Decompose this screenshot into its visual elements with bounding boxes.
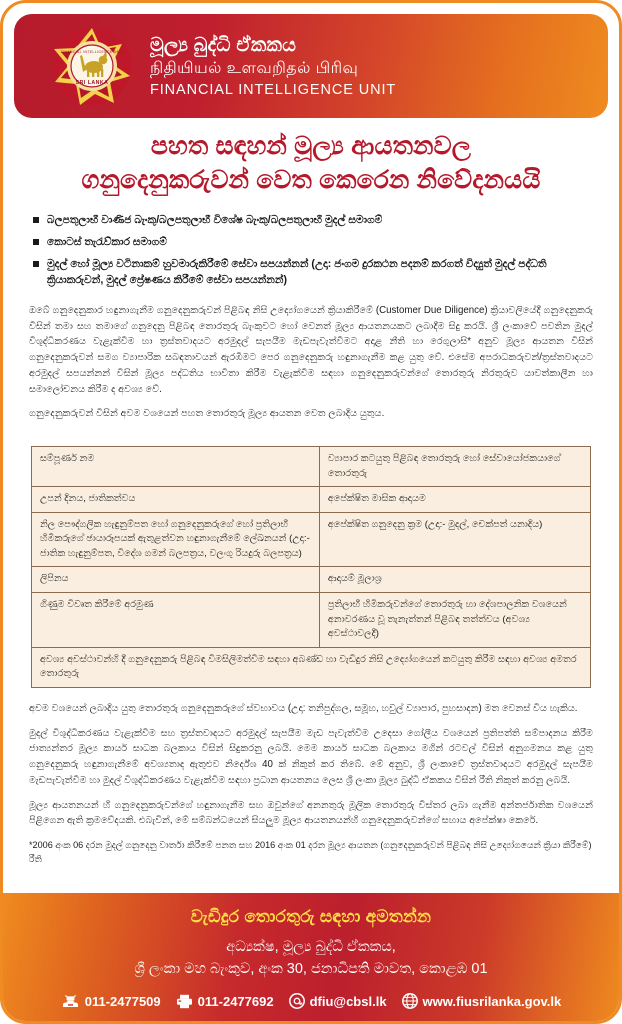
table-note-cell: අවශ්‍ය අවස්ථාවන්හි දී ගනුදෙනුකරු පිළිබඳ විමසිලිමත්වීම සඳහා අබණ්ඩ හා වැඩිදුර නිසි උද්‍යෝගයෙන් කටයුතු කිරීම සඳහා අවශ්‍ය අමතර තොරතුරු — [32, 647, 591, 687]
fiu-emblem-icon — [52, 26, 132, 106]
table-cell-left: උපන් දිනය, ජාතිකත්වය — [32, 487, 320, 513]
svg-text:FINANCIAL INTELLIGENCE UNIT: FINANCIAL INTELLIGENCE UNIT — [60, 50, 124, 54]
paragraph: අවම වශයෙන් ලබාදිය යුතු තොරතුරු ගනුදෙනුකරුගේ ස්වභාවය (උදා: තනිපුද්ගල, සමූහ, හවුල් ව්‍යාපාර, පුහසාදන) මත වෙනස් විය හැකිය. — [29, 703, 578, 714]
table-cell-right: අපේක්ෂිත ගනුදෙනු ක්‍රම (උදා:- මුදල්, චෙක්පත් යනාදිය) — [319, 512, 590, 567]
footer-address-line1: අධ්‍යක්ෂ, මූල්‍ය බුද්ධි ඒකකය, — [226, 939, 396, 955]
footer-heading: වැඩිදුර තොරතුරු සඳහා අමතන්න — [190, 907, 432, 926]
table-row — [32, 512, 591, 567]
contact-website[interactable] — [402, 993, 562, 1009]
table-cell-right: ප්‍රතිලාභී හිමිකරුවන්ගේ තොරතුරු හා දේශපාලනික වශයෙන් අනාවරණය වූ තැනැත්තන් පිළිබඳ තත්ත්වය (අවශ්‍ය අවස්ථාවලදී) — [319, 593, 590, 648]
institution-list — [33, 213, 595, 295]
header-banner — [14, 14, 608, 118]
table-cell-right: ආදායම් මූලාශ්‍ර — [319, 567, 590, 593]
footer-banner — [2, 893, 620, 1022]
contact-email-value: dfiu@cbsl.lk — [309, 993, 387, 1009]
contact-telephone[interactable] — [61, 994, 161, 1009]
globe-icon — [402, 993, 418, 1009]
header-title-english: FINANCIAL INTELLIGENCE UNIT — [150, 81, 397, 98]
table-cell-left: නිල පෞද්ගලික හැඳුනුම්පත හෝ ගනුදෙනුකරුගේ හෝ ප්‍රතිලාභී හිමිකරුගේ ඡායාරූපයක් ඇතුළත්වන හඳුනාගැනීමේ ලේඛනයන් (උදා:- ජාතික හැඳුනුම්පත, විදේශ ගමන් බලපත්‍රය, වලංගු රියදුරු බලපත්‍රය) — [32, 512, 320, 567]
list-item-label: කොටස් තැරැව්කාර සමාගම් — [47, 235, 167, 248]
contact-website-value: www.fiusrilanka.gov.lk — [422, 993, 562, 1009]
fax-icon — [176, 994, 193, 1009]
table-cell-left: සම්පූර්ණ නම — [32, 447, 320, 487]
square-bullet-icon — [33, 239, 47, 251]
telephone-icon — [61, 994, 80, 1009]
paragraph: මූල්‍ය ආයතනයන් හි ගනුදෙනුකරුවන්ගේ හඳුනාගැනීම සහ ඔවුන්ගේ අනනතුරු මූලික තොරතුරු විස්තර ලබා ගැනීම අන්තර්ජාතික වශයෙන් පිළිගෙන ඇති ක්‍රමවේදයකි. එබැවින්, මේ සම්බන්ධයෙන් සියලුම මූල්‍ය ආයතනයන්හි ගනුදෙනුකරුවන්ගේ සහාය අපේක්ෂා කෙරේ. — [29, 799, 593, 827]
list-item — [33, 257, 595, 289]
table-cell-left: ගිණුම විවෘත කිරීමේ අරමුණ — [32, 593, 320, 648]
contact-email[interactable] — [289, 993, 387, 1009]
contact-telephone-value: 011-2477509 — [84, 993, 161, 1009]
page-title-line1: පහත සඳහන් මූල්‍ය ආයතනවල — [150, 132, 472, 160]
table-cell-right: ව්‍යාපාර කටයුතු පිළිබඳ තොරතුරු හෝ සේවායෝජකයාගේ තොරතුරු — [319, 447, 590, 487]
required-information-table — [31, 446, 591, 688]
svg-text:SRI LANKA: SRI LANKA — [75, 80, 109, 86]
list-item — [33, 213, 595, 229]
table-cell-left: ලිපිනය — [32, 567, 320, 593]
closing-paragraphs — [29, 701, 593, 866]
header-title-sinhala: මූල්‍ය බුද්ධි ඒකකය — [150, 35, 297, 57]
email-icon — [289, 993, 305, 1009]
paragraph: ගනුදෙනුකරුවන් විසින් අවම වශයෙන් පහත තොරතුරු මූල්‍ය ආයතන වෙත ලබාදිය යුතුය. — [29, 408, 385, 420]
paragraph: මුදල් විශුද්ධිකරණය වැළැක්වීම සහ ත්‍රස්තවාදයට අරමුදල් සැපයීම මැඩ පැවැත්වීම උදෙසා ගෝලීය වශයෙන් ප්‍රතිපත්ති සම්පාදනය කිරීම ජාත්‍යන්තර මූල්‍ය කාර්ය සාධක බලකාය විසින් සිදුකරනු ලබයි. මෙම කාර්ය සාධක බලකාය මගින් රටවල් විසින් අනුගමනය කළ යුතු ගනුදෙනුකරු හඳුනාගැනීමේ අවශ්‍යතාද ඇතුළුව නිර්දේශ 40 ක් නිකුත් කර තිබේ. මේ අනුව, ශ්‍රී ලංකාවේ ත්‍රස්තවාදයට අරමුදල් සැපයීම මැඩපැවැත්වීම හා මුදල් විශුද්ධිකරණය වැළැක්වීම සඳහා ප්‍රධාන ආයතනය ලෙස ශ්‍රී ලංකා මූල්‍ය බුද්ධි ඒකකය විසින් රීති නිකුත් කරනු ලබයි. — [29, 727, 593, 786]
contact-fax-value: 011-2477692 — [197, 993, 274, 1009]
contact-row — [2, 993, 620, 1009]
intro-paragraphs — [29, 303, 593, 431]
table-note-row — [32, 647, 591, 687]
fiu-logo — [52, 26, 132, 106]
list-item — [33, 235, 595, 251]
legal-footnote: *2006 අංක 06 දරන මුදල් ගනුදෙනු වාර්තා කිරීමේ පනත සහ 2016 අංක 01 දරන මූල්‍ය ආයතන (ගනුදෙනුකරුවන් පිළිබඳ නිසි උද්‍යෝගයෙන් ක්‍රියා කිරීමේ) රීති — [29, 840, 592, 865]
header-title-tamil: நிதியியல் உளவறிதல் பிரிவு — [150, 60, 359, 78]
table-row — [32, 487, 591, 513]
square-bullet-icon — [33, 261, 47, 289]
table-row — [32, 447, 591, 487]
page-title-line2: ගනුදෙනුකරුවන් වෙත කෙරෙන නිවේදනයයි — [81, 166, 541, 194]
contact-fax[interactable] — [176, 994, 274, 1009]
footer-address-line2: ශ්‍රී ලංකා මහ බැංකුව, අංක 30, ජනාධිපති මාවත, කොළඹ 01 — [134, 961, 488, 978]
square-bullet-icon — [33, 217, 47, 229]
list-item-label: මුදල් හෝ මූල්‍ය වටිනාකම් හුවමාරුකිරීමේ සේවා සපයන්නන් (උදා: ජංගම දුරකථන පදනම් කරගත් විද්‍යුත් මුදල් පද්ධති ක්‍රියාකරුවන්, මුදල් ප්‍රේෂණය කිරීමේ සේවා සපයන්නන්) — [47, 257, 547, 286]
table-row — [32, 593, 591, 648]
table-row — [32, 567, 591, 593]
list-item-label: බලපතුලාභී වාණිජ බැංකු/බලපතුලාභී විශේෂ බැංකු/බලපතුලාභී මුදල් සමාගම් — [47, 214, 383, 226]
table-cell-right: අපේක්ෂිත මාසික ආදායම — [319, 487, 590, 513]
page-title — [27, 129, 595, 197]
paragraph: ඔබේ ගනුදෙනුකාර හඳුනාගැනීම ගනුදෙනුකරුවන් පිළිබඳ නිසි උද්‍යෝගයෙන් ක්‍රියාකිරීමේ (Customer Due Diligence) ක්‍රියාවලියේදී ගනුදෙනුකරු විසින් තමා සහ තමාගේ ගනුදෙනු පිළිබඳ තොරතුරු බැංකුවට හෝ වෙනත් මූල්‍ය ආයතනයකට ලබාදීම සිදු කරයි. ශ්‍රී ලංකාවේ පවතින මුදල් විශුද්ධිකරණය වැළැක්වීම හා ත්‍රස්තවාදයට අරමුදල් සැපයීම මැඩපැවැත්වීමට අදාළ නීති හා රෙගුලාසි* අනුව මූල්‍ය ආයතන විසින් ගනුදෙනුකරුවන් සමග ව්‍යාපාරික සබඳතාවයන් ඇරඹීමට පෙර ගනුදෙනුකරු හඳුනාගැනීම කළ යුතු වේ. එසේම අපරාධකරුවන්/ත්‍රස්තවාදයට අරමුදල් සපයන්නන් විසින් මූල්‍ය පද්ධතිය භාවිතා කිරීම වැළැක්වීම සඳහා ගනුදෙනුකරුවන්ගේ තොරතුරු නිරතුරුව යාවත්කාලීන හා සමාලෝචනය කිරීම ද අවශ්‍ය වේ. — [29, 305, 593, 395]
